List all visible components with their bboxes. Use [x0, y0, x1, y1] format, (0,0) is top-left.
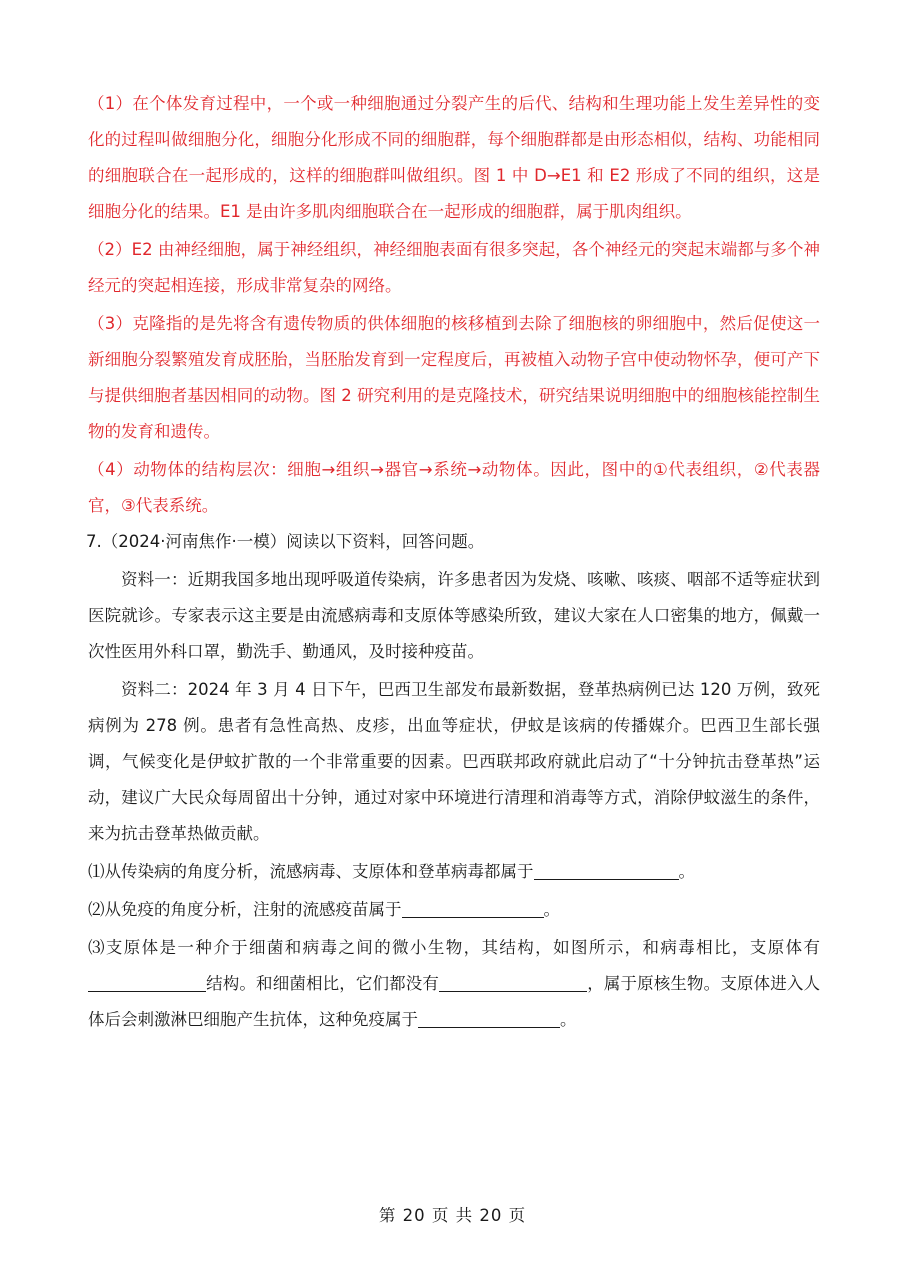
answer-blank-4[interactable]: [439, 973, 587, 992]
question-2: [88, 892, 820, 928]
answer-blank-5[interactable]: [418, 1009, 560, 1028]
answer-paragraph-2: （2）E2 由神经细胞，属于神经组织，神经细胞表面有很多突起，各个神经元的突起末端都与多个神经元的突起相连接，形成非常复杂的网络。: [88, 240, 820, 295]
question-2-end: 。: [543, 900, 560, 919]
question-3-text-a: ⑶支原体是一种介于细菌和病毒之间的微小生物，其结构，如图所示，和病毒相比，支原体有: [88, 938, 820, 957]
question-3: [88, 930, 820, 1038]
page-content: [88, 86, 820, 1038]
question-1: [88, 854, 820, 890]
question-title: 7.（2024·河南焦作·一模）阅读以下资料，回答问题。: [86, 532, 485, 551]
answer-paragraph-1: （1）在个体发育过程中，一个或一种细胞通过分裂产生的后代、结构和生理功能上发生差异性的变化的过程叫做细胞分化，细胞分化形成不同的细胞群，每个细胞群都是由形态相似，结构、功能相同的细胞联合在一起形成的，这样的细胞群叫做组织。图 1 中 D→E1 和 E2 形成了不同的组织，这是细胞分化的结果。E1 是由许多肌肉细胞联合在一起形成的细胞群，属于肌肉组织。: [88, 94, 820, 221]
question-2-text: ⑵从免疫的角度分析，注射的流感疫苗属于: [88, 900, 402, 919]
material-one: 资料一：近期我国多地出现呼吸道传染病，许多患者因为发烧、咳嗽、咳痰、咽部不适等症状到医院就诊。专家表示这主要是由流感病毒和支原体等感染所致，建议大家在人口密集的地方，佩戴一次性医用外科口罩，勤洗手、勤通风，及时接种疫苗。: [88, 570, 820, 661]
answer-blank-1[interactable]: [534, 861, 679, 880]
question-3-text-b: 结构。和细菌相比，它们都没有: [206, 974, 440, 993]
answer-paragraph-3: （3）克隆指的是先将含有遗传物质的供体细胞的核移植到去除了细胞核的卵细胞中，然后促使这一新细胞分裂繁殖发育成胚胎，当胚胎发育到一定程度后，再被植入动物子宫中使动物怀孕，便可产下与提供细胞者基因相同的动物。图 2 研究利用的是克隆技术，研究结果说明细胞中的细胞核能控制生物的发育和遗传。: [88, 314, 820, 441]
question-3-text-c: ，属于原核生物。支原体进入人体后会刺激淋巴细胞产生抗体，这种免疫属于: [88, 974, 821, 1029]
page-footer: 第 20 页 共 20 页: [378, 1206, 527, 1225]
question-1-text: ⑴从传染病的角度分析，流感病毒、支原体和登革病毒都属于: [88, 862, 534, 881]
answer-paragraph-4: （4）动物体的结构层次：细胞→组织→器官→系统→动物体。因此，图中的①代表组织，②代表器官，③代表系统。: [88, 460, 820, 515]
question-1-end: 。: [678, 862, 695, 881]
answer-blank-3[interactable]: [88, 973, 206, 992]
material-two: 资料二：2024 年 3 月 4 日下午，巴西卫生部发布最新数据，登革热病例已达 120 万例，致死病例为 278 例。患者有急性高热、皮疹，出血等症状，伊蚊是该病的传播媒介。巴西卫生部长强调，气候变化是伊蚊扩散的一个非常重要的因素。巴西联邦政府就此启动了“十分钟抗击登革热”运动，建议广大民众每周留出十分钟，通过对家中环境进行清理和消毒等方式，消除伊蚊滋生的条件，来为抗击登革热做贡献。: [88, 680, 820, 843]
answer-blank-2[interactable]: [402, 899, 544, 918]
question-3-end: 。: [560, 1010, 577, 1029]
